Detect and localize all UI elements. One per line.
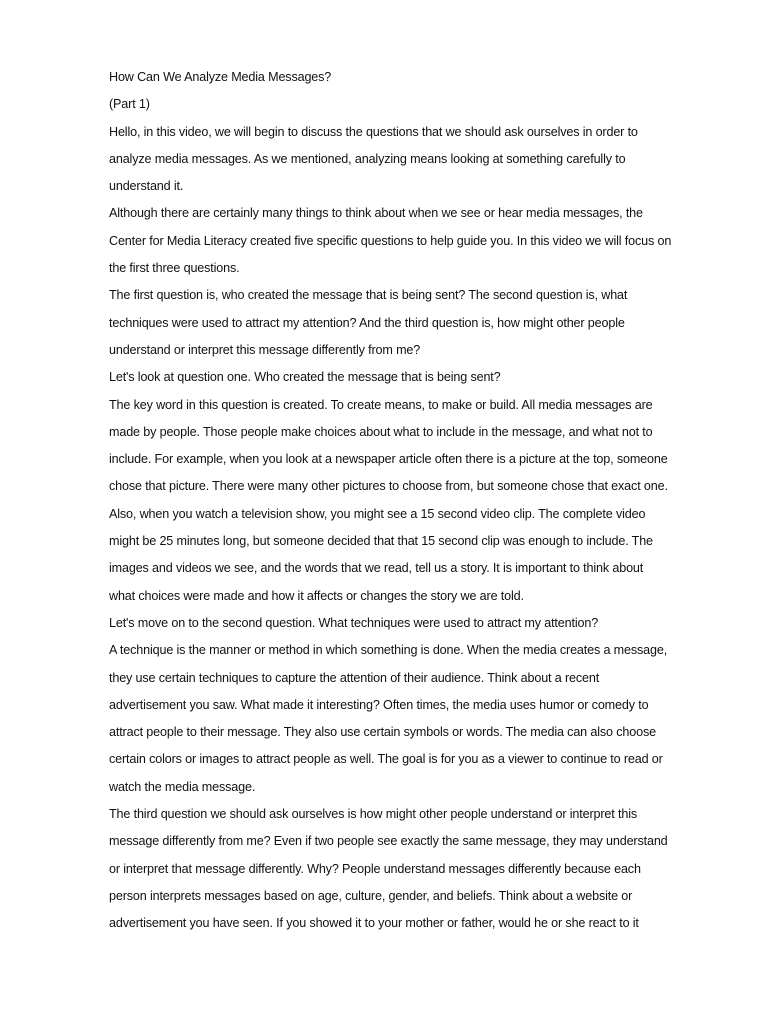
- body-line: message differently from me? Even if two people see exactly the same message, they may understand: [109, 834, 668, 849]
- body-line: advertisement you saw. What made it interesting? Often times, the media uses humor or comedy to: [109, 697, 649, 712]
- body-line: might be 25 minutes long, but someone decided that that 15 second clip was enough to include. The: [109, 534, 653, 549]
- body-line: understand or interpret this message differently from me?: [109, 342, 421, 357]
- body-line: Hello, in this video, we will begin to discuss the questions that we should ask ourselves in order to: [109, 124, 638, 139]
- document-part: (Part 1): [109, 97, 150, 112]
- body-line: watch the media message.: [109, 779, 256, 794]
- body-line: made by people. Those people make choices about what to include in the message, and what not to: [109, 424, 653, 439]
- body-line: Although there are certainly many things to think about when we see or hear media messages, the: [109, 206, 643, 221]
- body-line: person interprets messages based on age, culture, gender, and beliefs. Think about a website or: [109, 888, 633, 903]
- body-line: certain colors or images to attract people as well. The goal is for you as a viewer to continue to read or: [109, 752, 663, 767]
- body-line: or interpret that message differently. Why? People understand messages differently because each: [109, 861, 641, 876]
- body-line: images and videos we see, and the words that we read, tell us a story. It is important to think about: [109, 561, 644, 576]
- body-line: techniques were used to attract my attention? And the third question is, how might other people: [109, 315, 625, 330]
- body-line: include. For example, when you look at a newspaper article often there is a picture at the top, someone: [109, 452, 668, 467]
- body-line: the first three questions.: [109, 261, 240, 276]
- body-line: attract people to their message. They also use certain symbols or words. The media can also choose: [109, 725, 656, 740]
- body-line: Let's look at question one. Who created the message that is being sent?: [109, 370, 501, 385]
- body-line: they use certain techniques to capture the attention of their audience. Think about a recent: [109, 670, 600, 685]
- body-line: chose that picture. There were many other pictures to choose from, but someone chose that exact one.: [109, 479, 668, 494]
- body-line: advertisement you have seen. If you showed it to your mother or father, would he or she react to it: [109, 916, 639, 931]
- document-page: [109, 66, 719, 940]
- body-line: The key word in this question is created. To create means, to make or build. All media messages are: [109, 397, 653, 412]
- body-line: The first question is, who created the message that is being sent? The second question is, what: [109, 288, 628, 303]
- body-line: analyze media messages. As we mentioned, analyzing means looking at something carefully to: [109, 151, 626, 166]
- body-line: A technique is the manner or method in which something is done. When the media creates a message,: [109, 643, 668, 658]
- document-title: How Can We Analyze Media Messages?: [109, 70, 332, 84]
- body-line: Also, when you watch a television show, you might see a 15 second video clip. The complete video: [109, 506, 646, 521]
- body-line: what choices were made and how it affects or changes the story we are told.: [109, 588, 524, 603]
- body-line: understand it.: [109, 179, 184, 194]
- body-line: Center for Media Literacy created five specific questions to help guide you. In this video we will focus on: [109, 233, 672, 248]
- body-line: The third question we should ask ourselves is how might other people understand or interpret this: [109, 807, 637, 822]
- body-line: Let's move on to the second question. What techniques were used to attract my attention?: [109, 615, 599, 630]
